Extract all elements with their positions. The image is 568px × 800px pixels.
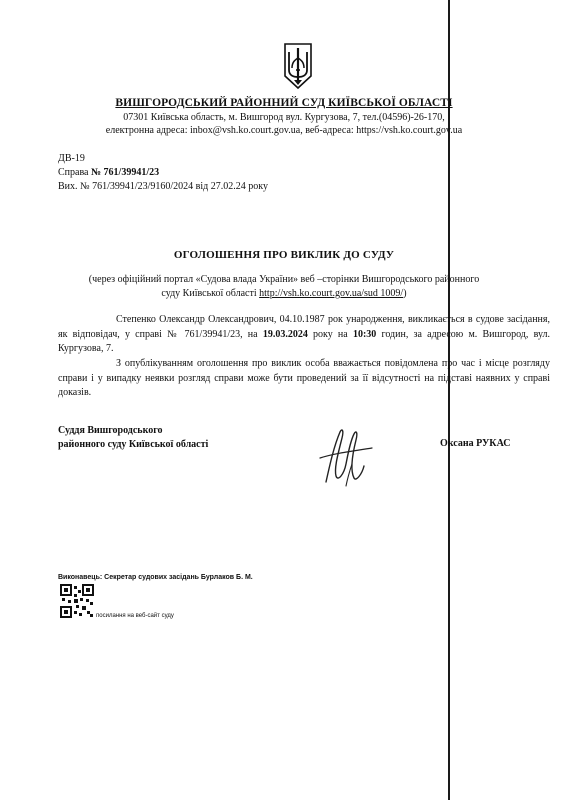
judge-title-line1: Суддя Вишгородського <box>58 425 163 436</box>
court-website-link[interactable]: http://vsh.ko.court.gov.ua/sud 1009/ <box>259 288 404 299</box>
case-number: № 761/39941/23 <box>91 167 160 178</box>
summons-paragraph <box>58 313 550 357</box>
judge-title-line2: районного суду Київської області <box>58 439 209 450</box>
case-prefix: Справа <box>58 167 91 178</box>
hearing-time: 10:30 <box>352 328 377 340</box>
executor-line: Виконавець: Секретар судових засідань Бурлаков Б. М. <box>58 574 253 581</box>
summons-text-b: року на <box>307 328 353 340</box>
court-address: 07301 Київська область, м. Вишгород вул. Кургузова, 7, тел.(04596)-26-170, <box>123 112 445 123</box>
trident-emblem-icon <box>283 42 313 90</box>
judge-title <box>58 424 208 452</box>
subtitle-prefix: суду Київської області <box>161 288 260 299</box>
notice-subtitle-line1: (через офіційний портал «Судова влада України» веб –сторінки Вишгородського районного <box>88 274 480 285</box>
outgoing-number: Вих. № 761/39941/23/9160/2024 від 27.02.24 року <box>58 181 268 192</box>
judge-name: Оксана РУКАС <box>440 438 511 449</box>
court-contacts: електронна адреса: inbox@vsh.ko.court.gov.ua, веб-адреса: https://vsh.ko.court.gov.ua <box>105 125 463 136</box>
court-name: ВИШГОРОДСЬКИЙ РАЙОННИЙ СУД КИЇВСЬКОЇ ОБЛАСТІ <box>115 97 453 109</box>
notice-subtitle-line2 <box>0 288 568 299</box>
consequences-paragraph: З опублікуванням оголошення про виклик особа вважається повідомлена про час і місце розгляду справи і у випадку неявки розгляд справи може бути проведений за її відсутності на підставі наявних у справі доказів. <box>58 358 550 398</box>
case-number-line <box>58 167 159 178</box>
subtitle-suffix: ) <box>403 288 407 299</box>
summons-text-a: Степенко Олександр Олександрович, 04.10.1987 рок ународження, викликається в судове засідання, як відповідач, у справі № 761/39941/23, на <box>58 314 550 340</box>
handwritten-signature-icon <box>316 424 376 488</box>
summons-text-c: годин, за адресою м. Вишгород, вул. Кургузова, 7. <box>58 328 551 354</box>
hearing-date: 19.03.2024 <box>262 328 308 340</box>
notice-title: ОГОЛОШЕННЯ ПРО ВИКЛИК ДО СУДУ <box>173 249 395 261</box>
qr-caption: посилання на веб-сайт суду <box>96 613 174 619</box>
qr-code-icon[interactable] <box>60 584 94 618</box>
document-code: ДВ-19 <box>58 153 85 164</box>
